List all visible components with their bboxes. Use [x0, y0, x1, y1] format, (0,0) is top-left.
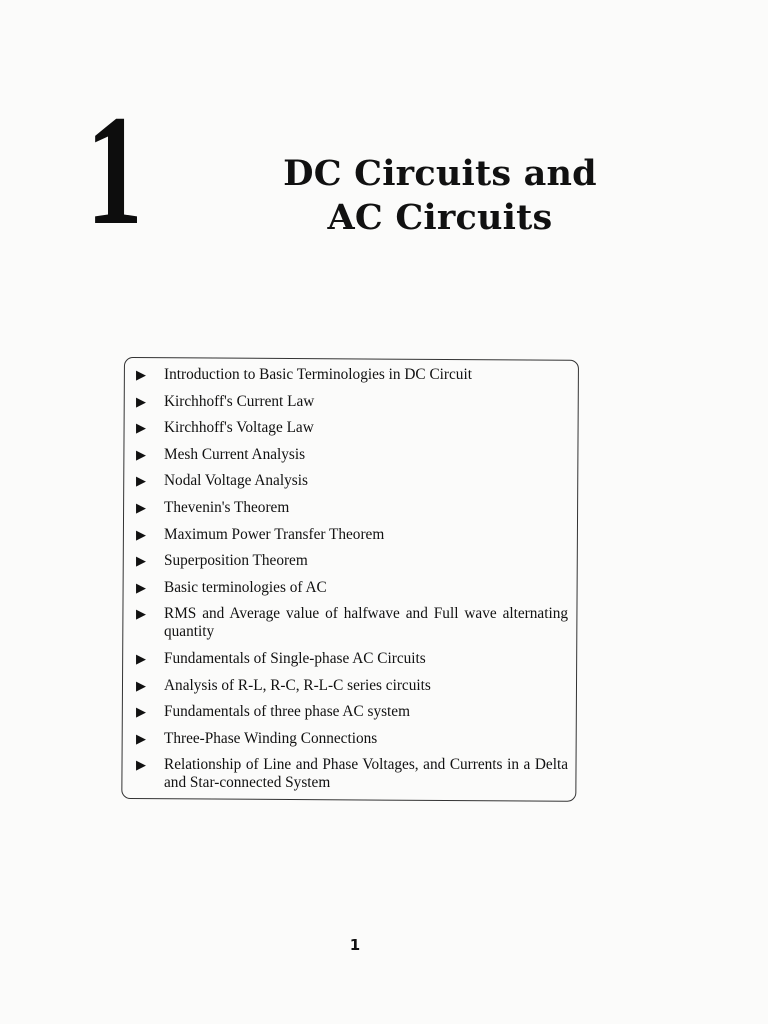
chapter-title	[250, 152, 630, 240]
topic-text: Introduction to Basic Terminologies in DC Circuit	[164, 366, 472, 383]
topic-text: Analysis of R-L, R-C, R-L-C series circuits	[164, 676, 431, 694]
bullet-icon: ▶	[136, 473, 146, 489]
topic-text: Three-Phase Winding Connections	[164, 729, 378, 747]
bullet-icon: ▶	[136, 526, 146, 542]
bullet-icon: ▶	[136, 579, 146, 595]
topic-item	[134, 756, 568, 792]
bullet-icon: ▶	[136, 499, 146, 515]
topic-text: Relationship of Line and Phase Voltages, and Currents in a Delta and Star-connected System	[164, 756, 568, 792]
bullet-icon: ▶	[136, 730, 146, 746]
topic-text: Fundamentals of three phase AC system	[164, 703, 410, 721]
chapter-title-line-2: AC Circuits	[327, 197, 553, 238]
bullet-icon: ▶	[136, 446, 146, 462]
bullet-icon: ▶	[136, 606, 146, 622]
topic-item	[134, 366, 568, 384]
topic-item	[134, 650, 568, 668]
topic-text: Nodal Voltage Analysis	[164, 472, 308, 490]
bullet-icon: ▶	[136, 553, 146, 569]
bullet-icon: ▶	[136, 420, 146, 436]
topic-item	[134, 579, 568, 597]
topic-text: Mesh Current Analysis	[164, 445, 306, 463]
topic-text: RMS and Average value of halfwave and Full wave alternating quantity	[164, 605, 568, 641]
topic-text: Thevenin's Theorem	[164, 498, 290, 516]
chapter-number: 1	[86, 83, 143, 258]
topic-item	[134, 703, 568, 721]
topic-item	[134, 605, 568, 641]
topic-item	[134, 499, 568, 517]
topic-item	[134, 419, 568, 437]
topic-item	[134, 526, 568, 544]
topic-text: Superposition Theorem	[164, 552, 308, 570]
bullet-icon: ▶	[136, 650, 146, 666]
topic-item	[134, 393, 568, 411]
topic-item	[134, 552, 568, 570]
bullet-icon: ▶	[136, 757, 146, 773]
bullet-icon: ▶	[136, 677, 146, 693]
topic-item	[134, 730, 568, 748]
topic-text: Kirchhoff's Current Law	[164, 392, 315, 410]
chapter-title-line-1: DC Circuits and	[283, 153, 597, 194]
bullet-icon: ▶	[136, 367, 146, 382]
topic-text: Basic terminologies of AC	[164, 578, 327, 596]
topic-text: Kirchhoff's Voltage Law	[164, 419, 314, 437]
bullet-icon: ▶	[136, 393, 146, 409]
page-number: 1	[349, 936, 361, 954]
chapter-topics-list	[134, 366, 568, 801]
topic-item	[134, 446, 568, 464]
topic-item	[134, 472, 568, 490]
topic-text: Fundamentals of Single-phase AC Circuits	[164, 649, 426, 667]
bullet-icon: ▶	[136, 704, 146, 720]
topic-text: Maximum Power Transfer Theorem	[164, 525, 385, 543]
topic-item	[134, 677, 568, 695]
